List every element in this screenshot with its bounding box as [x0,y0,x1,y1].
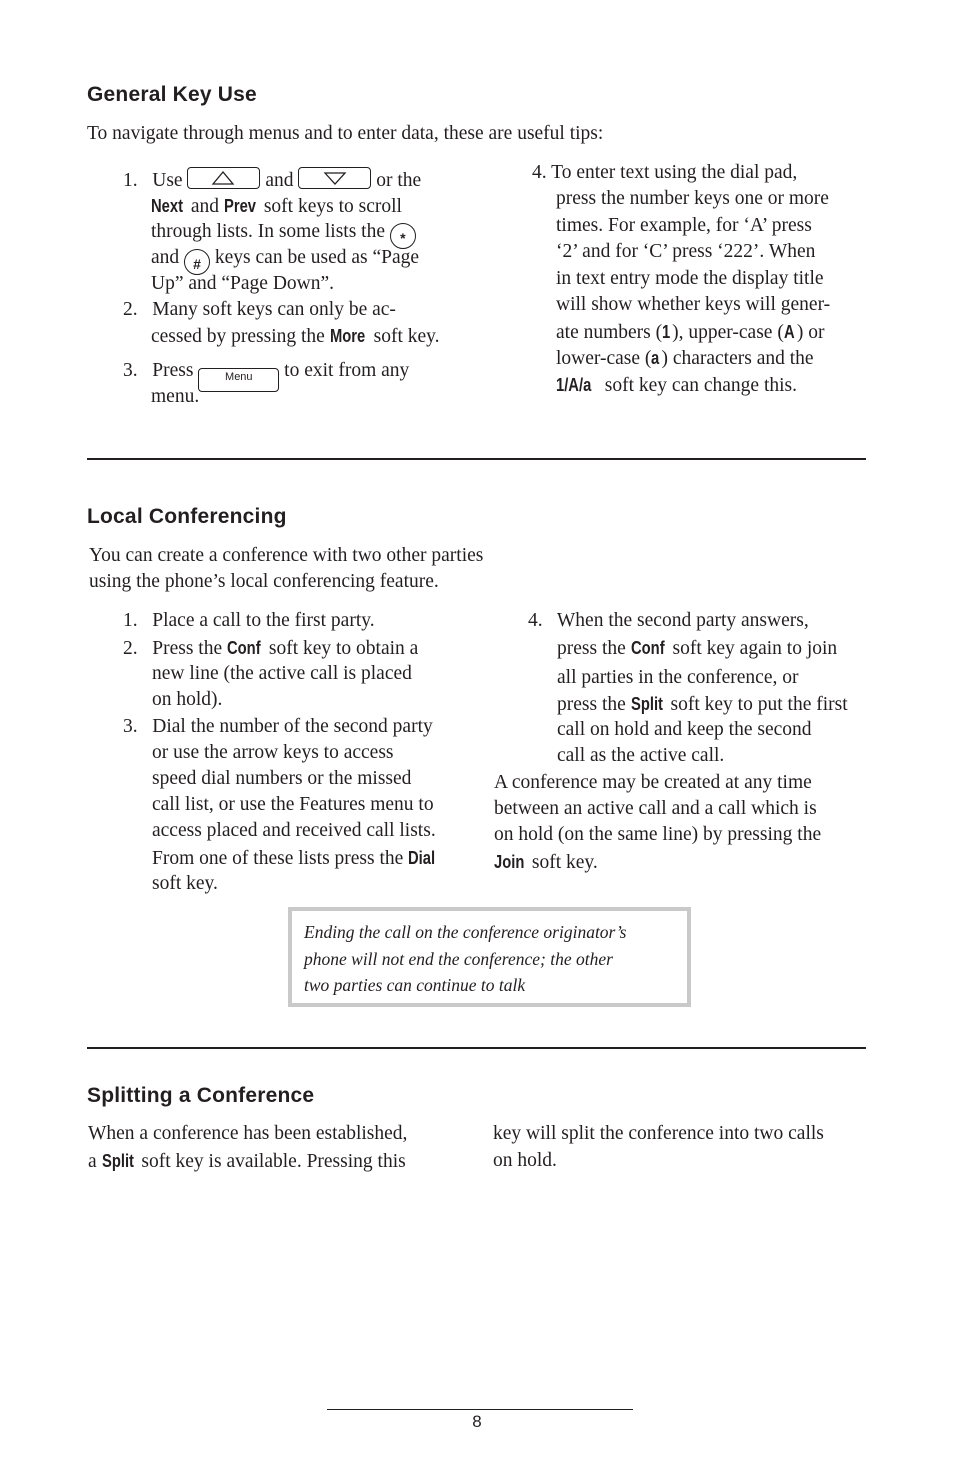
tip-4-line-5: in text entry mode the display title [556,268,824,289]
note-text [304,919,626,999]
text: soft key. [373,326,440,347]
section-heading-local-conferencing: Local Conferencing [87,505,287,528]
text: soft key. [531,852,598,873]
split-line-3: key will split the conference into two calls [493,1123,824,1144]
local-intro-line-2: using the phone’s local conferencing feature. [89,571,439,592]
tip-4-line-9 [556,372,797,399]
text: and [190,196,220,217]
tip-number: 2. [123,299,138,320]
tip-2-line-2 [151,323,440,350]
step-4-line-6: call as the active call. [557,745,725,766]
step-4-line-3: all parties in the conference, or [557,667,799,688]
mode-numeric-glyph: 1 [662,322,671,342]
text: From one of these lists press the [152,848,404,869]
softkey-1-A-a: 1/A/a [556,375,592,395]
softkey-conf: Conf [227,638,261,658]
text: to exit from any [284,360,410,381]
text: ), upper-case ( [672,322,784,343]
tip-1-line-5: Up” and “Page Down”. [151,273,335,294]
tip-3-line-2: menu. [151,386,200,407]
softkey-split: Split [101,1151,134,1171]
text: soft key is available. Pressing this [141,1151,406,1172]
note-box [288,907,691,1007]
step-3-line-6 [152,845,437,872]
step-3-line-7: soft key. [152,873,218,894]
text: To enter text using the dial pad, [551,162,798,183]
footer-rule [327,1409,633,1410]
text: or the [376,170,422,191]
section-heading-general-key-use: General Key Use [87,83,257,106]
star-key-icon: * [390,223,416,249]
step-3-line-4: call list, or use the Features menu to [152,794,434,815]
split-line-1: When a conference has been established, [88,1123,408,1144]
menu-key-icon: Menu [198,368,279,392]
tip-number: 1. [123,170,138,191]
tip-4-line-6: will show whether keys will gener- [556,294,831,315]
softkey-prev: Prev [223,196,256,216]
tip-number: 3. [123,360,138,381]
softkey-conf: Conf [630,638,665,658]
split-line-2 [88,1148,406,1175]
step-4-line-4 [557,691,848,718]
text: through lists. In some lists the [151,221,385,242]
down-arrow-key-icon [298,167,371,189]
step-4-line-2 [557,635,837,662]
text: Dial the number of the second party [152,716,433,737]
tip-1-line-2 [151,193,402,220]
join-para-line-1: A conference may be created at any time [494,772,812,793]
step-2-line-1 [123,635,418,662]
text: soft keys to scroll [263,196,402,217]
step-4-line-1 [528,608,809,634]
hash-key-icon: # [184,249,210,275]
page-number: 8 [472,1412,482,1431]
softkey-more: More [329,326,365,346]
general-intro: To navigate through menus and to enter data, these are useful tips: [87,123,604,144]
section-divider [87,1047,866,1049]
note-line: two parties can continue to talk [304,975,526,995]
text: and [151,247,180,268]
step-number: 4. [528,610,543,631]
tip-4-line-8 [556,345,814,372]
tip-4-line-3: times. For example, for ‘A’ press [556,215,812,236]
text: soft key can change this. [604,375,798,396]
text: Press [152,360,194,381]
text: ) or [796,322,825,343]
join-para-line-2: between an active call and a call which is [494,798,817,819]
softkey-next: Next [151,196,183,216]
text: press the [557,638,626,659]
tip-number: 4. [532,162,547,183]
text: keys can be used as “Page [214,247,420,268]
mode-lower-glyph: a [651,348,660,368]
text: soft key to obtain a [268,638,419,659]
join-para-line-3: on hold (on the same line) by pressing the [494,824,822,845]
text: soft key to put the first [670,694,848,715]
note-line: phone will not end the conference; the other [304,948,613,969]
tip-4-line-4: ‘2’ and for ‘C’ press ‘222’. When [556,241,816,262]
join-para-line-4 [494,849,598,876]
step-2-line-2: new line (the active call is placed [152,663,412,684]
text: cessed by pressing the [151,326,325,347]
text: a [88,1151,97,1172]
text: Press the [152,638,223,659]
text: ate numbers ( [556,322,663,343]
tip-4-line-1 [532,160,797,186]
note-line: Ending the call on the conference originator’s [304,922,627,942]
text: and [265,170,294,191]
step-4-line-5: call on hold and keep the second [557,719,812,740]
text: lower-case ( [556,348,652,369]
tip-4-line-2: press the number keys one or more [556,188,829,209]
softkey-split: Split [630,694,663,714]
step-number: 3. [123,716,138,737]
softkey-dial: Dial [408,848,436,868]
text: Many soft keys can only be ac- [152,299,396,320]
step-number: 2. [123,638,138,659]
local-intro-line-1: You can create a conference with two other parties [89,545,484,566]
step-3-line-3: speed dial numbers or the missed [152,768,412,789]
text: Place a call to the first party. [152,610,375,631]
text: press the [557,694,626,715]
step-number: 1. [123,610,138,631]
text: ) characters and the [661,348,814,369]
step-3-line-5: access placed and received call lists. [152,820,436,841]
step-2-line-3: on hold). [152,689,223,710]
tip-2-line-1 [123,297,396,323]
step-3-line-2: or use the arrow keys to access [152,742,394,763]
up-arrow-key-icon [187,167,260,189]
text: soft key again to join [672,638,838,659]
section-heading-splitting-conference: Splitting a Conference [87,1084,315,1107]
section-divider [87,458,866,460]
step-3-line-1 [123,714,433,740]
tip-1-line-1 [123,167,421,194]
tip-4-line-7 [556,319,824,346]
mode-upper-glyph: A [783,322,795,342]
text: When the second party answers, [556,610,809,631]
step-1 [123,608,375,634]
split-line-4: on hold. [493,1150,557,1171]
text: Use [152,170,183,191]
softkey-join: Join [494,852,525,872]
